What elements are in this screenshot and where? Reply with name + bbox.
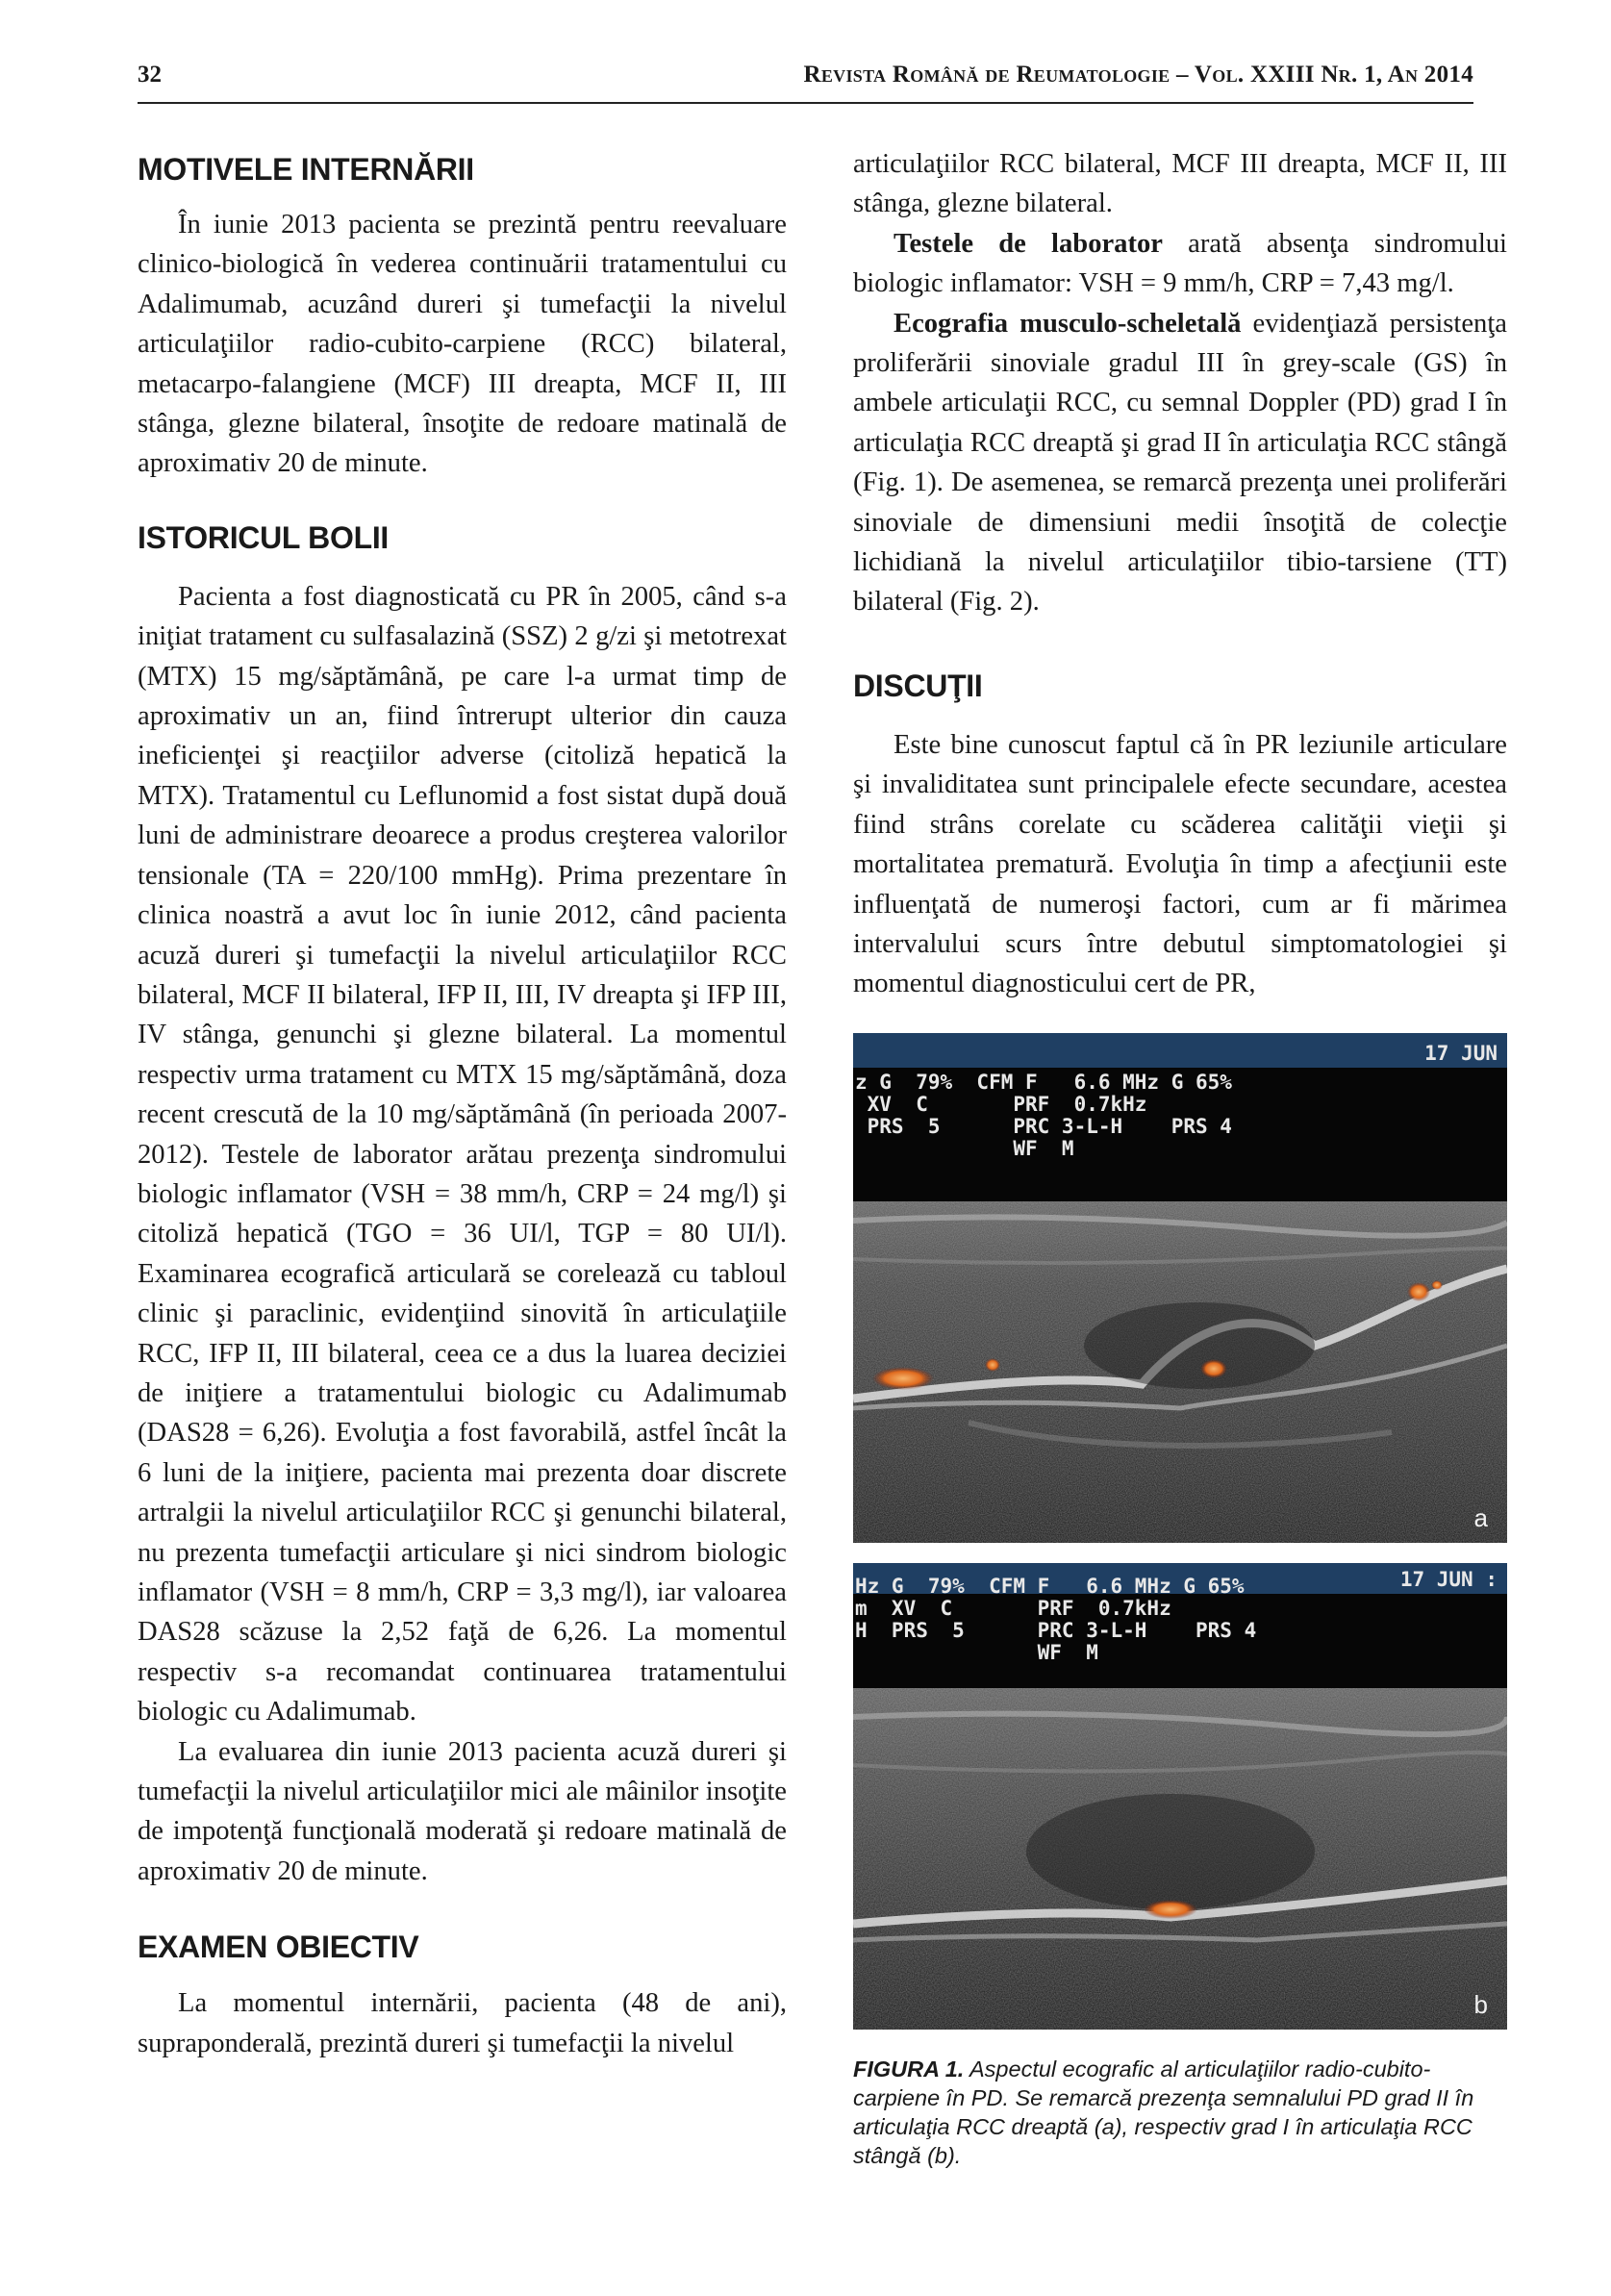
running-header: [138, 58, 1473, 104]
paragraph-discutii: Este bine cunoscut faptul că în PR leziunile articulare şi invaliditatea sunt principalele efecte secundare, acestea fiind strâns corelate cu scăderea calităţii vieţii şi mortalitatea prematură. Evoluţia în timp a afecţiunii este influenţată de numeroşi factori, cum ar fi mărimea intervalului scurs între debutul simptomatologiei şi momentul diagnosticului cert de PR,: [853, 729, 1507, 999]
paragraph-continuation: articulaţiilor RCC bilateral, MCF III dreapta, MCF II, III stânga, glezne bilateral.: [853, 149, 1507, 219]
panel-label-b: b: [1473, 1990, 1488, 2019]
ultrasound-image-graphic: [853, 1688, 1507, 2030]
paragraph-ecografia: [853, 304, 1507, 622]
ultrasound-panel-b: [853, 1563, 1507, 2030]
ultrasound-image: [853, 1201, 1507, 1543]
scan-parameters: Hz G 79% CFM F 6.6 MHz G 65% m XV C PRF 0.7kHz H PRS 5 PRC 3-L-H PRS 4 WF M: [855, 1575, 1257, 1664]
paragraph-istoricul-1: Pacienta a fost diagnosticată cu PR în 2005, când s-a iniţiat tratament cu sulfasalazină (SSZ) 2 g/zi şi metotrexat (MTX) 15 mg/săptămână, pe care l-a urmat timp de aproximativ un an, fiind întrerupt ulterior din cauza ineficienţei şi reacţiilor adverse (citoliză hepatică la MTX). Tratamentul cu Leflunomid a fost sistat după două luni de administrare deoarece a produs creşterea valorilor tensionale (TA = 220/100 mmHg). Prima prezentare în clinica noastră a avut loc în iunie 2012, când pacienta acuză dureri şi tumefacţii la nivelul articulaţiilor RCC bilateral, MCF II bilateral, IFP II, III, IV dreapta şi IFP III, IV stânga, genunchi şi glezne bilateral. La momentul respectiv urma tratament cu MTX 15 mg/săptămână, doza recent crescută de la 10 mg/săptămână (în perioada 2007-2012). Testele de laborator arătau prezenţa sindromului biologic inflamator (VSH = 38 mm/h, CRP = 24 mg/l) şi citoliză hepatică (TGO = 36 UI/l, TGP = 80 UI/l). Examinarea ecografică articulară se corelează cu tabloul clinic şi paraclinic, evidenţiind sinovită în articulaţiile RCC, IFP II, III bilateral, ceea ce a dus la luarea deciziei de iniţiere a tratamentului biologic cu Adalimumab (DAS28 = 6,26). Evoluţia a fost favorabilă, astfel încât la 6 luni de la iniţiere, pacienta mai prezenta doar discrete artralgii la nivelul articulaţiilor RCC şi genunchi bilateral, nu prezenta tumefacţii articulare şi nici sindrom biologic inflamator (VSH = 8 mm/h, CRP = 3,3 mg/l), iar valoarea DAS28 scăzuse la 2,52 faţă de 6,26. La momentul respectiv s-a recomandat continuarea tratamentului biologic cu Adalimumab.: [138, 581, 787, 1728]
eco-bold-label: Ecografia musculo-scheletală: [894, 308, 1242, 339]
left-column: [138, 144, 787, 2063]
caption-text: Aspectul ecografic al articulaţiilor radio-cubito-carpiene în PD. Se remarcă prezenţa semnalului PD grad II în articulaţia RCC dreaptă (a), respectiv grad I în articulaţia RCC stângă (b).: [853, 2056, 1474, 2168]
scan-date: 17 JUN :: [1399, 1568, 1498, 1591]
paragraph-motivele: În iunie 2013 pacienta se prezintă pentru reevaluare clinico-biologică în vederea continuării tratamentului cu Adalimumab, acuzând dureri şi tumefacţii la nivelul articulaţiilor radio-cubito-carpiene (RCC) bilateral, metacarpo-falangiene (MCF) III dreapta, MCF II, III stânga, glezne bilateral, însoţite de redoare matinală de aproximativ 20 de minute.: [138, 210, 787, 479]
ultrasound-image-graphic: [853, 1201, 1507, 1543]
eco-text: evidenţiază persistenţa proliferării sinoviale gradul III în grey-scale (GS) în ambele articulaţii RCC, cu semnal Doppler (PD) grad I în articulaţia RCC dreaptă şi grad II în articulaţia RCC stângă (Fig. 1). De asemenea, se remarcă prezenţa unei proliferări sinoviale de dimensiuni medii însoţită de colecţie lichidiană la nivelul articulaţiilor tibio-tarsiene (TT) bilateral (Fig. 2).: [853, 308, 1507, 618]
ultrasound-panel-a: [853, 1033, 1507, 1543]
paragraph-laborator: [853, 224, 1507, 304]
scan-status-bar: [853, 1033, 1507, 1068]
section-title-examen: EXAMEN OBIECTIV: [138, 1930, 419, 1965]
paragraph-examen: La momentul internării, pacienta (48 de ani), supraponderală, prezintă dureri şi tumefacţii la nivelul: [138, 1988, 787, 2058]
scan-parameters: z G 79% CFM F 6.6 MHz G 65% XV C PRF 0.7kHz PRS 5 PRC 3-L-H PRS 4 WF M: [855, 1071, 1232, 1160]
journal-title: Revista Română de Reumatologie – Vol. XXIII Nr. 1, An 2014: [803, 62, 1473, 88]
lab-bold-label: Testele de laborator: [894, 228, 1163, 259]
lab-text: arată absenţa sindromului biologic inflamator: VSH = 9 mm/h, CRP = 7,43 mg/l.: [853, 228, 1507, 299]
scan-date: 17 JUN: [1424, 1042, 1498, 1065]
section-title-discutii: DISCUŢII: [853, 668, 983, 703]
section-title-istoricul: ISTORICUL BOLII: [138, 519, 390, 555]
right-column: [853, 144, 1507, 1004]
section-title-motivele: MOTIVELE INTERNĂRII: [138, 152, 474, 187]
ultrasound-image: [853, 1688, 1507, 2030]
page-number: 32: [138, 62, 162, 88]
paragraph-istoricul-2: La evaluarea din iunie 2013 pacienta acuză dureri şi tumefacţii la nivelul articulaţiilor mici ale mâinilor insoţite de impotenţă funcţională moderată şi redoare matinală de aproximativ 20 de minute.: [138, 1736, 787, 1886]
panel-label-a: a: [1473, 1503, 1488, 1532]
caption-label: FIGURA 1.: [853, 2056, 965, 2082]
figure-caption: [853, 2055, 1507, 2170]
